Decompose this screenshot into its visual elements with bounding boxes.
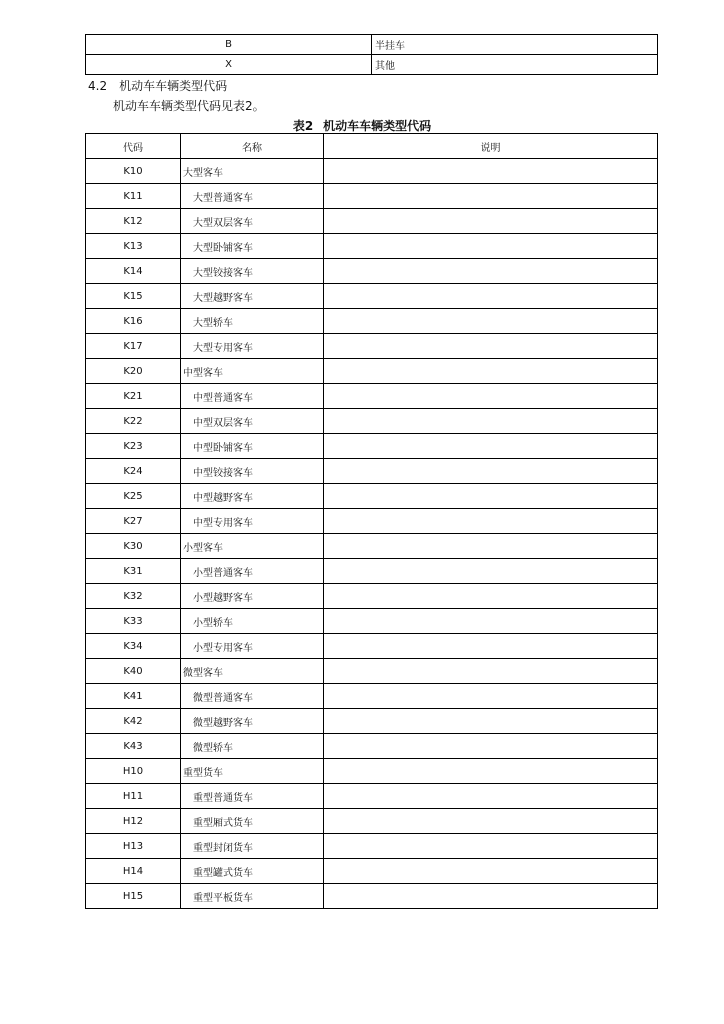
- type-name-cell: 大型客车: [181, 159, 324, 184]
- type-code-cell: K43: [86, 734, 181, 759]
- type-code-cell: K24: [86, 459, 181, 484]
- type-code-cell: K33: [86, 609, 181, 634]
- type-code-cell: H13: [86, 834, 181, 859]
- table-row: [86, 484, 658, 509]
- description-cell: [324, 584, 658, 609]
- type-code-cell: H12: [86, 809, 181, 834]
- type-code-cell: K41: [86, 684, 181, 709]
- table-row: [86, 284, 658, 309]
- type-code-cell: K30: [86, 534, 181, 559]
- section-body-text: 机动车车辆类型代码见表2。: [113, 99, 265, 113]
- type-name-cell: 重型厢式货车: [181, 809, 324, 834]
- description-cell: [324, 359, 658, 384]
- table-row: [86, 159, 658, 184]
- type-name-cell: 微型轿车: [181, 734, 324, 759]
- description-cell: [324, 434, 658, 459]
- table-row: [86, 559, 658, 584]
- table-row: [86, 784, 658, 809]
- table-row: [86, 684, 658, 709]
- table-row: [86, 334, 658, 359]
- table-row: [86, 884, 658, 909]
- type-name-cell: 微型客车: [181, 659, 324, 684]
- type-code-cell: H11: [86, 784, 181, 809]
- type-name-cell: 小型轿车: [181, 609, 324, 634]
- type-code-cell: K22: [86, 409, 181, 434]
- type-name-cell: 大型专用客车: [181, 334, 324, 359]
- type-code-cell: K20: [86, 359, 181, 384]
- type-name-cell: 中型铰接客车: [181, 459, 324, 484]
- type-code-cell: K40: [86, 659, 181, 684]
- type-name-cell: 大型铰接客车: [181, 259, 324, 284]
- table-row: [86, 259, 658, 284]
- top-table-fragment: [85, 34, 658, 75]
- table-row: [86, 659, 658, 684]
- table-row: [86, 184, 658, 209]
- description-cell: [324, 484, 658, 509]
- description-cell: [324, 159, 658, 184]
- description-cell: [324, 259, 658, 284]
- type-code-cell: K11: [86, 184, 181, 209]
- type-name-cell: 小型普通客车: [181, 559, 324, 584]
- header-row: [86, 134, 658, 159]
- table-row: [86, 409, 658, 434]
- table-row: [86, 759, 658, 784]
- type-code-cell: K10: [86, 159, 181, 184]
- table-row: [86, 209, 658, 234]
- type-name-cell: 重型罐式货车: [181, 859, 324, 884]
- top-table-row: [86, 55, 658, 75]
- description-cell: [324, 184, 658, 209]
- type-name-cell: 中型客车: [181, 359, 324, 384]
- type-code-cell: K21: [86, 384, 181, 409]
- description-cell: [324, 609, 658, 634]
- type-name-cell: 重型封闭货车: [181, 834, 324, 859]
- table-row: [86, 709, 658, 734]
- description-cell: [324, 409, 658, 434]
- section-title: 机动车车辆类型代码: [119, 79, 228, 93]
- type-code-cell: K15: [86, 284, 181, 309]
- type-name-cell: 微型普通客车: [181, 684, 324, 709]
- table-caption-title: 机动车车辆类型代码: [323, 119, 432, 133]
- type-code-cell: K13: [86, 234, 181, 259]
- description-cell: [324, 284, 658, 309]
- type-name-cell: 大型轿车: [181, 309, 324, 334]
- type-name-cell: 大型越野客车: [181, 284, 324, 309]
- top-table-code: X: [86, 55, 372, 75]
- description-cell: [324, 759, 658, 784]
- table-row: [86, 434, 658, 459]
- type-name-cell: 中型专用客车: [181, 509, 324, 534]
- type-code-cell: K32: [86, 584, 181, 609]
- type-name-cell: 大型普通客车: [181, 184, 324, 209]
- description-cell: [324, 384, 658, 409]
- description-cell: [324, 859, 658, 884]
- type-code-cell: K16: [86, 309, 181, 334]
- description-cell: [324, 709, 658, 734]
- top-table-name: 半挂车: [372, 35, 658, 55]
- top-table-body: [86, 35, 658, 75]
- type-name-cell: 小型越野客车: [181, 584, 324, 609]
- type-code-cell: K14: [86, 259, 181, 284]
- type-code-cell: H10: [86, 759, 181, 784]
- table-caption-label: 表2: [292, 119, 314, 133]
- type-code-cell: K12: [86, 209, 181, 234]
- table-caption: [0, 117, 724, 134]
- type-name-cell: 中型卧铺客车: [181, 434, 324, 459]
- type-name-cell: 中型普通客车: [181, 384, 324, 409]
- table-row: [86, 584, 658, 609]
- type-name-cell: 中型双层客车: [181, 409, 324, 434]
- description-cell: [324, 334, 658, 359]
- table-header: [86, 134, 658, 159]
- type-name-cell: 重型普通货车: [181, 784, 324, 809]
- type-name-cell: 微型越野客车: [181, 709, 324, 734]
- description-cell: [324, 509, 658, 534]
- header-desc: 说明: [324, 134, 658, 159]
- type-name-cell: 小型客车: [181, 534, 324, 559]
- table-row: [86, 609, 658, 634]
- table-row: [86, 859, 658, 884]
- description-cell: [324, 209, 658, 234]
- description-cell: [324, 534, 658, 559]
- description-cell: [324, 734, 658, 759]
- table-row: [86, 459, 658, 484]
- description-cell: [324, 309, 658, 334]
- type-name-cell: 重型货车: [181, 759, 324, 784]
- top-table-row: [86, 35, 658, 55]
- type-name-cell: 大型卧铺客车: [181, 234, 324, 259]
- description-cell: [324, 784, 658, 809]
- type-name-cell: 大型双层客车: [181, 209, 324, 234]
- table-row: [86, 634, 658, 659]
- vehicle-type-code-table: [85, 133, 658, 909]
- section-heading: [88, 77, 227, 94]
- table-body: [86, 159, 658, 909]
- type-code-cell: K25: [86, 484, 181, 509]
- description-cell: [324, 459, 658, 484]
- type-code-cell: K23: [86, 434, 181, 459]
- table-row: [86, 384, 658, 409]
- top-table-name: 其他: [372, 55, 658, 75]
- table-row: [86, 534, 658, 559]
- table-row: [86, 359, 658, 384]
- table-row: [86, 809, 658, 834]
- type-name-cell: 重型平板货车: [181, 884, 324, 909]
- header-code: 代码: [86, 134, 181, 159]
- type-code-cell: K17: [86, 334, 181, 359]
- description-cell: [324, 684, 658, 709]
- section-number: 4.2: [88, 79, 108, 93]
- table-row: [86, 734, 658, 759]
- header-name: 名称: [181, 134, 324, 159]
- description-cell: [324, 834, 658, 859]
- description-cell: [324, 884, 658, 909]
- table-row: [86, 234, 658, 259]
- description-cell: [324, 559, 658, 584]
- description-cell: [324, 809, 658, 834]
- type-code-cell: K42: [86, 709, 181, 734]
- table-row: [86, 309, 658, 334]
- type-code-cell: K27: [86, 509, 181, 534]
- type-code-cell: K34: [86, 634, 181, 659]
- type-code-cell: H15: [86, 884, 181, 909]
- type-code-cell: H14: [86, 859, 181, 884]
- description-cell: [324, 234, 658, 259]
- table-row: [86, 834, 658, 859]
- type-name-cell: 中型越野客车: [181, 484, 324, 509]
- type-name-cell: 小型专用客车: [181, 634, 324, 659]
- type-code-cell: K31: [86, 559, 181, 584]
- table-row: [86, 509, 658, 534]
- description-cell: [324, 634, 658, 659]
- top-table-code: B: [86, 35, 372, 55]
- description-cell: [324, 659, 658, 684]
